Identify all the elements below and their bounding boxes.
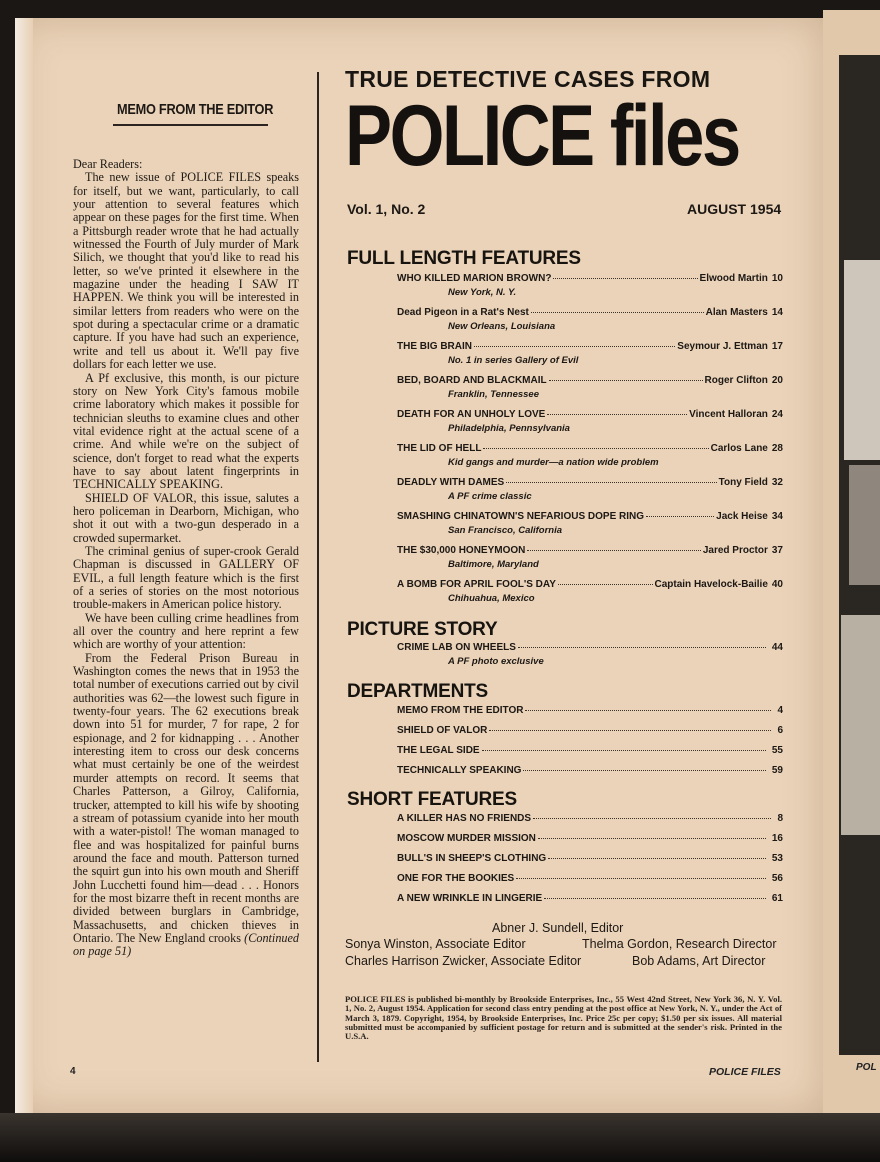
toc-page: 17 — [771, 341, 783, 352]
continued-note: (Continued on page 51) — [73, 930, 300, 959]
toc-title: THE $30,000 HONEYMOON — [397, 545, 526, 556]
toc-entry[interactable] — [397, 833, 783, 844]
toc-page: 16 — [771, 833, 783, 844]
toc-page: 20 — [771, 375, 783, 386]
toc-entry[interactable] — [397, 642, 783, 667]
toc-entry[interactable] — [397, 853, 783, 864]
toc-entry[interactable] — [397, 307, 783, 332]
toc-title: THE LEGAL SIDE — [397, 745, 480, 756]
toc-page: 28 — [771, 443, 783, 454]
section-short-features: SHORT FEATURES — [347, 789, 517, 810]
toc-page: 56 — [771, 873, 783, 884]
toc-author: Captain Havelock-Bailie — [654, 579, 768, 590]
memo-paragraph: A Pf exclusive, this month, is our picture story on New York City's famous mobile crime laboratory which makes it possible for technician sleuths to examine clues and other vital evidence right at the actual scene of a crime. And while we're on the subject of science, don't forget to read what the experts have to say about latent fingerprints in TECHNICALLY SPEAKING. — [73, 370, 299, 492]
memo-paragraph: From the Federal Prison Bureau in Washington comes the news that in 1953 the total number of executions carried out by civil authorities was 62—the lowest such figure in twenty-four years. The 62 executions break down into 51 for murder, 7 for rape, 2 for espionage, and 2 for kidnapping . . . Another interesting item to cross our desk concerns what must certainly be one of the weirdest murder attempts on record. It seems that Charles Patterson, a Gilroy, California, trucker, attempted to kill his wife by shooting a stream of potassium cyanide into her mouth with a water-pistol! The woman managed to flee and was hospitalized for painful burns around the face and mouth. Patterson turned the squirt gun into his own mouth and Sheriff John Lucchetti found him—dead . . . Honors for the most bizarre theft in recent months are divided between burglars in Cambridge, Massachusetts, and chicken thieves in Ontario. The New England crooks — [73, 650, 299, 945]
toc-page: 53 — [771, 853, 783, 864]
issue-date: AUGUST 1954 — [687, 201, 782, 217]
toc-entry[interactable] — [397, 443, 783, 468]
volume-number: Vol. 1, No. 2 — [347, 201, 426, 217]
toc-author: Jared Proctor — [702, 545, 768, 556]
section-picture-story: PICTURE STORY — [347, 619, 498, 640]
toc-entry[interactable] — [397, 545, 783, 570]
toc-page: 24 — [771, 409, 783, 420]
memo-paragraph: Dear Readers: — [73, 157, 143, 171]
toc-author: Tony Field — [718, 477, 768, 488]
toc-entry[interactable] — [397, 873, 783, 884]
toc-entry[interactable] — [397, 341, 783, 366]
toc-author: Carlos Lane — [710, 443, 768, 454]
publication-notice: POLICE FILES is published bi-monthly by Brookside Enterprises, Inc., 55 West 42nd Street, New York 36, N. Y. Vol. 1, No. 2, August 1954. Application for second class entry pending at the post office at New York, N. Y., under the Act of March 3, 1879. Copyright, 1954, by Brookside Enterprises, Inc. Price 25c per copy; $1.50 per six issues. All material submitted must be accompanied by sufficient postage for return and is submitted at the sender's risk. Printed in the U.S.A. — [345, 994, 782, 1042]
toc-title: THE BIG BRAIN — [397, 341, 472, 352]
toc-author: Vincent Halloran — [689, 409, 768, 420]
toc-title: DEATH FOR AN UNHOLY LOVE — [397, 409, 546, 420]
toc-subtitle: No. 1 in series Gallery of Evil — [448, 355, 579, 366]
memo-body — [73, 158, 299, 959]
masthead-title: POLICE files — [345, 88, 739, 184]
memo-paragraph: We have been culling crime headlines from all over the country and here reprint a few which are worthy of your attention: — [73, 610, 299, 652]
toc-entry[interactable] — [397, 813, 783, 824]
staff-associate-editor-2: Charles Harrison Zwicker, Associate Editor — [345, 954, 582, 968]
toc-page: 10 — [771, 273, 783, 284]
toc-title: WHO KILLED MARION BROWN? — [397, 273, 552, 284]
page-number: 4 — [70, 1066, 76, 1077]
toc-title: SHIELD OF VALOR — [397, 725, 488, 736]
toc-author: Elwood Martin — [699, 273, 768, 284]
background-shadow — [0, 1113, 880, 1162]
section-full-length: FULL LENGTH FEATURES — [347, 248, 581, 269]
toc-subtitle: Chihuahua, Mexico — [448, 593, 535, 604]
staff-editor: Abner J. Sundell, Editor — [492, 921, 624, 935]
masthead-kicker: TRUE DETECTIVE CASES FROM — [345, 66, 711, 92]
toc-subtitle: A PF crime classic — [448, 491, 532, 502]
memo-paragraph: SHIELD OF VALOR, this issue, salutes a hero policeman in Dearborn, Michigan, who shot it out with a two-gun desperado in a crowded supermarket. — [73, 490, 299, 545]
toc-title: BED, BOARD AND BLACKMAIL — [397, 375, 547, 386]
toc-author: Alan Masters — [705, 307, 768, 318]
toc-entry[interactable] — [397, 273, 783, 298]
toc-title: ONE FOR THE BOOKIES — [397, 873, 515, 884]
memo-title: MEMO FROM THE EDITOR — [117, 101, 274, 118]
toc-title: MEMO FROM THE EDITOR — [397, 705, 524, 716]
toc-page: 6 — [777, 725, 783, 736]
toc-author: Roger Clifton — [704, 375, 768, 386]
facing-page-photo — [839, 55, 880, 1055]
toc-subtitle: Kid gangs and murder—a nation wide problem — [448, 457, 659, 468]
staff-associate-editor-1: Sonya Winston, Associate Editor — [345, 937, 526, 951]
toc-page: 37 — [771, 545, 783, 556]
toc-title: CRIME LAB ON WHEELS — [397, 642, 516, 653]
toc-page: 40 — [771, 579, 783, 590]
column-divider — [317, 72, 319, 1062]
toc-page: 8 — [777, 813, 783, 824]
toc-page: 14 — [771, 307, 783, 318]
toc-author: Jack Heise — [716, 511, 768, 522]
toc-page: 59 — [771, 765, 783, 776]
toc-title: TECHNICALLY SPEAKING — [397, 765, 522, 776]
toc-page: 4 — [777, 705, 783, 716]
toc-page: 55 — [771, 745, 783, 756]
toc-subtitle: San Francisco, California — [448, 525, 563, 536]
toc-entry[interactable] — [397, 765, 783, 776]
memo-paragraph: The criminal genius of super-crook Gerald Chapman is discussed in GALLERY OF EVIL, a full length feature which is the first of a series of stories on the most notorious trouble-makers in American police history. — [73, 543, 299, 612]
memo-title-rule — [113, 124, 268, 126]
toc-subtitle: Franklin, Tennessee — [448, 389, 539, 400]
staff-research-director: Thelma Gordon, Research Director — [582, 937, 777, 951]
toc-author: Seymour J. Ettman — [677, 341, 768, 352]
toc-title: A BOMB FOR APRIL FOOL'S DAY — [397, 579, 556, 590]
toc-subtitle: A PF photo exclusive — [448, 656, 544, 667]
toc-page: 32 — [771, 477, 783, 488]
toc-entry[interactable] — [397, 745, 783, 756]
toc-title: DEADLY WITH DAMES — [397, 477, 505, 488]
toc-title: Dead Pigeon in a Rat's Nest — [397, 307, 529, 318]
toc-entry[interactable] — [397, 511, 783, 536]
toc-page: 61 — [771, 893, 783, 904]
toc-entry[interactable] — [397, 725, 783, 736]
toc-title: BULL'S IN SHEEP'S CLOTHING — [397, 853, 547, 864]
toc-entry[interactable] — [397, 705, 783, 716]
toc-title: A KILLER HAS NO FRIENDS — [397, 813, 532, 824]
section-departments: DEPARTMENTS — [347, 681, 489, 702]
staff-art-director: Bob Adams, Art Director — [632, 954, 766, 968]
toc-page: 34 — [771, 511, 783, 522]
running-footer: POLICE FILES — [709, 1066, 781, 1078]
memo-paragraph-last — [73, 652, 299, 959]
toc-subtitle: New York, N. Y. — [448, 287, 517, 298]
toc-entry[interactable] — [397, 579, 783, 604]
toc-entry[interactable] — [397, 409, 783, 434]
toc-title: SMASHING CHINATOWN'S NEFARIOUS DOPE RING — [397, 511, 645, 522]
toc-entry[interactable] — [397, 477, 783, 502]
toc-subtitle: New Orleans, Louisiana — [448, 321, 556, 332]
memo-paragraph: The new issue of POLICE FILES speaks for itself, but we want, particularly, to call your attention to several features which appear on these pages for the first time. When a Pittsburgh reader wrote that he had actually witnessed the Fourth of July murder of Mark Silich, we thought that you'd like to read his letter, so we've printed it elsewhere in the magazine under the heading I SAW IT HAPPEN. We think you will be interested in similar letters from readers who were on the spot during a spectacular crime or a dramatic capture. If you have had such an experience, write and tell us about it. We'll pay five dollars for each letter we use. — [73, 170, 299, 372]
toc-title: THE LID OF HELL — [397, 443, 482, 454]
toc-entry[interactable] — [397, 893, 783, 904]
toc-subtitle: Baltimore, Maryland — [448, 559, 539, 570]
toc-title: MOSCOW MURDER MISSION — [397, 833, 536, 844]
toc-title: A NEW WRINKLE IN LINGERIE — [397, 893, 543, 904]
toc-page: 44 — [771, 642, 783, 653]
toc-subtitle: Philadelphia, Pennsylvania — [448, 423, 570, 434]
facing-page-footer: POL — [856, 1062, 877, 1073]
toc-entry[interactable] — [397, 375, 783, 400]
